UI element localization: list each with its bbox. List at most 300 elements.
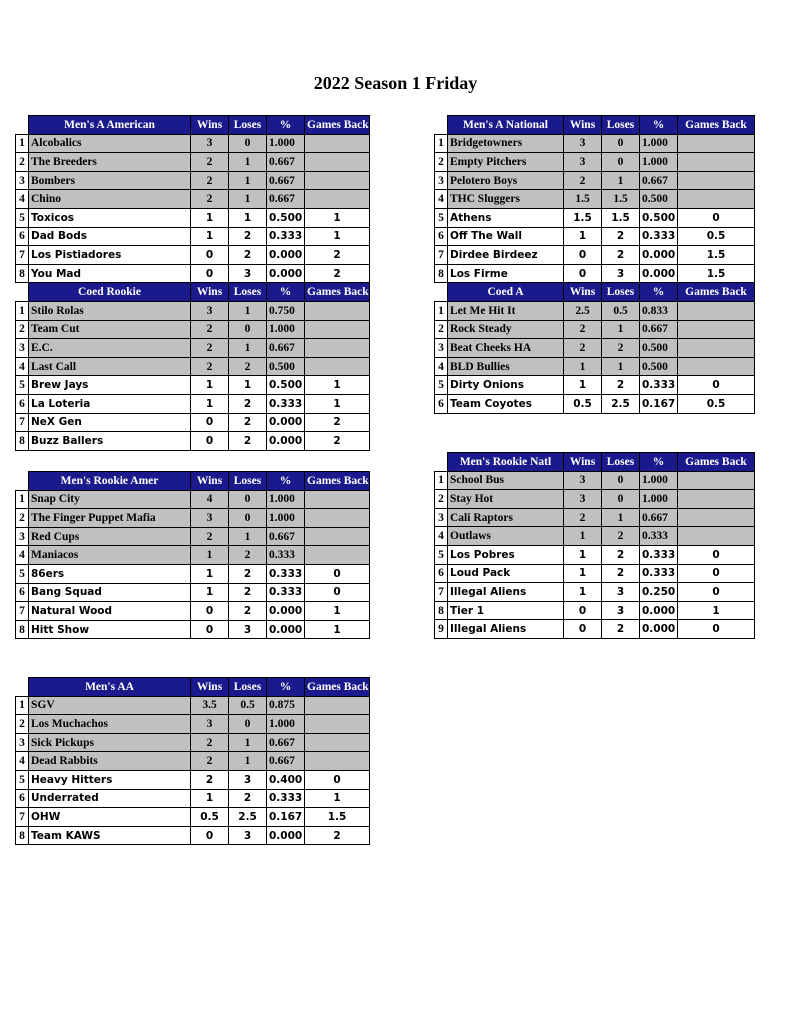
- table-row: [435, 246, 755, 265]
- loses-cell: 2: [602, 227, 640, 246]
- pct-cell: 0.500: [640, 190, 678, 209]
- table-row: [16, 227, 370, 246]
- table-row: [16, 583, 370, 602]
- loses-cell: 1: [229, 301, 267, 320]
- games-back-cell: 2: [305, 413, 370, 432]
- rank-cell: 5: [16, 564, 29, 583]
- wins-cell: 0: [191, 264, 229, 283]
- games-back-cell: [305, 339, 370, 358]
- column-header-pct: %: [267, 472, 305, 491]
- wins-cell: 1: [564, 545, 602, 564]
- table-row: [16, 715, 370, 734]
- table-row: [16, 490, 370, 509]
- table-row: [16, 432, 370, 451]
- games-back-cell: 0: [305, 564, 370, 583]
- loses-cell: 2: [229, 357, 267, 376]
- games-back-cell: 1: [305, 394, 370, 413]
- table-row: [435, 357, 755, 376]
- column-header-pct: %: [640, 283, 678, 302]
- column-header-games-back: Games Back: [305, 116, 370, 135]
- loses-cell: 0: [602, 134, 640, 153]
- table-row: [435, 153, 755, 172]
- games-back-cell: 0: [305, 583, 370, 602]
- pct-cell: 0.667: [267, 153, 305, 172]
- loses-cell: 3: [602, 264, 640, 283]
- rank-cell: 4: [435, 357, 448, 376]
- pct-cell: 0.167: [640, 394, 678, 413]
- pct-cell: 0.667: [267, 190, 305, 209]
- pct-cell: 0.167: [267, 808, 305, 827]
- table-row: [435, 301, 755, 320]
- standings-table-left-top: [15, 115, 370, 451]
- wins-cell: 2: [191, 752, 229, 771]
- wins-cell: 1: [564, 527, 602, 546]
- games-back-cell: 0: [678, 545, 755, 564]
- wins-cell: 1: [564, 357, 602, 376]
- wins-cell: 2: [191, 153, 229, 172]
- games-back-cell: 0: [678, 208, 755, 227]
- loses-cell: 1: [229, 752, 267, 771]
- loses-cell: 2: [602, 545, 640, 564]
- pct-cell: 0.500: [640, 208, 678, 227]
- pct-cell: 1.000: [267, 509, 305, 528]
- table-row: [16, 620, 370, 639]
- pct-cell: 0.667: [640, 508, 678, 527]
- wins-cell: 2: [191, 770, 229, 789]
- wins-cell: 2: [564, 508, 602, 527]
- wins-cell: 2: [564, 339, 602, 358]
- pct-cell: 0.500: [267, 357, 305, 376]
- rank-cell: 4: [435, 190, 448, 209]
- loses-cell: 0: [229, 715, 267, 734]
- pct-cell: 0.667: [640, 171, 678, 190]
- table-row: [435, 171, 755, 190]
- loses-cell: 2: [229, 564, 267, 583]
- team-name: Dirty Onions: [448, 376, 564, 395]
- games-back-cell: 0.5: [678, 394, 755, 413]
- loses-cell: 1: [602, 171, 640, 190]
- rank-cell: 5: [16, 770, 29, 789]
- rank-cell: 2: [16, 153, 29, 172]
- games-back-cell: 0: [678, 583, 755, 602]
- rank-cell: 4: [16, 190, 29, 209]
- loses-cell: 2.5: [229, 808, 267, 827]
- games-back-cell: [305, 171, 370, 190]
- table-row: [16, 564, 370, 583]
- column-header-pct: %: [267, 116, 305, 135]
- header-spacer: [16, 472, 29, 491]
- loses-cell: 0.5: [602, 301, 640, 320]
- column-header-loses: Loses: [602, 453, 640, 472]
- table-body: [435, 116, 755, 414]
- wins-cell: 1: [191, 583, 229, 602]
- loses-cell: 2: [229, 602, 267, 621]
- games-back-cell: 0: [678, 564, 755, 583]
- table-row: [16, 770, 370, 789]
- pct-cell: 0.000: [640, 620, 678, 639]
- games-back-cell: [678, 301, 755, 320]
- team-name: Maniacos: [29, 546, 191, 565]
- team-name: Team KAWS: [29, 826, 191, 845]
- table-body: [16, 472, 370, 639]
- team-name: Let Me Hit It: [448, 301, 564, 320]
- games-back-cell: [305, 527, 370, 546]
- games-back-cell: 1: [305, 620, 370, 639]
- loses-cell: 0: [229, 490, 267, 509]
- pct-cell: 0.500: [267, 208, 305, 227]
- wins-cell: 2: [191, 320, 229, 339]
- pct-cell: 0.667: [267, 752, 305, 771]
- table-row: [435, 601, 755, 620]
- rank-cell: 9: [435, 620, 448, 639]
- pct-cell: 0.000: [267, 432, 305, 451]
- rank-cell: 4: [16, 357, 29, 376]
- pct-cell: 0.833: [640, 301, 678, 320]
- games-back-cell: 0: [678, 376, 755, 395]
- pct-cell: 0.000: [640, 264, 678, 283]
- table-row: [16, 602, 370, 621]
- column-header-loses: Loses: [602, 116, 640, 135]
- wins-cell: 0: [191, 413, 229, 432]
- rank-cell: 3: [435, 339, 448, 358]
- table-row: [435, 620, 755, 639]
- team-name: Illegal Aliens: [448, 583, 564, 602]
- pct-cell: 0.667: [267, 527, 305, 546]
- loses-cell: 3: [602, 583, 640, 602]
- games-back-cell: 2: [305, 264, 370, 283]
- team-name: Dead Rabbits: [29, 752, 191, 771]
- column-header-wins: Wins: [564, 116, 602, 135]
- rank-cell: 7: [16, 413, 29, 432]
- games-back-cell: [678, 471, 755, 490]
- rank-cell: 3: [16, 171, 29, 190]
- table-row: [435, 320, 755, 339]
- column-header-wins: Wins: [564, 283, 602, 302]
- table-row: [435, 339, 755, 358]
- loses-cell: 0: [229, 134, 267, 153]
- division-header-row: [435, 283, 755, 302]
- games-back-cell: 1: [305, 376, 370, 395]
- pct-cell: 0.667: [640, 320, 678, 339]
- table-body: [435, 453, 755, 639]
- division-name: Men's A National: [448, 116, 564, 135]
- table-row: [435, 545, 755, 564]
- table-row: [16, 394, 370, 413]
- games-back-cell: 1.5: [678, 264, 755, 283]
- column-header-games-back: Games Back: [678, 116, 755, 135]
- pct-cell: 1.000: [267, 134, 305, 153]
- rank-cell: 4: [435, 527, 448, 546]
- rank-cell: 7: [435, 246, 448, 265]
- table-row: [435, 208, 755, 227]
- team-name: Heavy Hitters: [29, 770, 191, 789]
- games-back-cell: [678, 153, 755, 172]
- table-row: [435, 471, 755, 490]
- table-row: [16, 527, 370, 546]
- rank-cell: 8: [16, 620, 29, 639]
- table-row: [16, 246, 370, 265]
- wins-cell: 1: [564, 227, 602, 246]
- wins-cell: 0.5: [564, 394, 602, 413]
- loses-cell: 3: [229, 264, 267, 283]
- wins-cell: 1: [564, 564, 602, 583]
- games-back-cell: [305, 357, 370, 376]
- wins-cell: 3: [564, 153, 602, 172]
- loses-cell: 0: [602, 153, 640, 172]
- pct-cell: 0.333: [640, 564, 678, 583]
- rank-cell: 3: [435, 171, 448, 190]
- rank-cell: 6: [435, 394, 448, 413]
- rank-cell: 2: [16, 509, 29, 528]
- rank-cell: 8: [16, 432, 29, 451]
- rank-cell: 7: [16, 246, 29, 265]
- rank-cell: 6: [435, 227, 448, 246]
- games-back-cell: 1.5: [678, 246, 755, 265]
- games-back-cell: [305, 546, 370, 565]
- pct-cell: 0.400: [267, 770, 305, 789]
- team-name: Stay Hot: [448, 490, 564, 509]
- column-header-games-back: Games Back: [305, 472, 370, 491]
- pct-cell: 0.333: [267, 789, 305, 808]
- team-name: Bang Squad: [29, 583, 191, 602]
- rank-cell: 8: [16, 264, 29, 283]
- header-spacer: [435, 283, 448, 302]
- pct-cell: 1.000: [640, 153, 678, 172]
- team-name: Tier 1: [448, 601, 564, 620]
- loses-cell: 2: [602, 339, 640, 358]
- rank-cell: 1: [435, 134, 448, 153]
- team-name: Outlaws: [448, 527, 564, 546]
- header-spacer: [16, 678, 29, 697]
- table-row: [435, 190, 755, 209]
- rank-cell: 8: [435, 264, 448, 283]
- table-row: [16, 808, 370, 827]
- games-back-cell: 2: [305, 432, 370, 451]
- rank-cell: 3: [435, 508, 448, 527]
- pct-cell: 0.000: [267, 246, 305, 265]
- team-name: THC Sluggers: [448, 190, 564, 209]
- pct-cell: 0.333: [267, 546, 305, 565]
- wins-cell: 2: [191, 357, 229, 376]
- pct-cell: 1.000: [267, 715, 305, 734]
- loses-cell: 2: [229, 789, 267, 808]
- games-back-cell: [678, 190, 755, 209]
- loses-cell: 0: [602, 471, 640, 490]
- pct-cell: 0.667: [267, 339, 305, 358]
- rank-cell: 5: [16, 208, 29, 227]
- team-name: Beat Cheeks HA: [448, 339, 564, 358]
- team-name: The Breeders: [29, 153, 191, 172]
- wins-cell: 2: [564, 171, 602, 190]
- division-name: Men's A American: [29, 116, 191, 135]
- team-name: The Finger Puppet Mafia: [29, 509, 191, 528]
- team-name: Bridgetowners: [448, 134, 564, 153]
- team-name: School Bus: [448, 471, 564, 490]
- pct-cell: 0.333: [267, 227, 305, 246]
- team-name: Illegal Aliens: [448, 620, 564, 639]
- rank-cell: 3: [16, 733, 29, 752]
- wins-cell: 3: [564, 490, 602, 509]
- wins-cell: 0: [564, 620, 602, 639]
- team-name: Sick Pickups: [29, 733, 191, 752]
- team-name: Last Call: [29, 357, 191, 376]
- table-row: [16, 752, 370, 771]
- games-back-cell: 2: [305, 246, 370, 265]
- header-spacer: [435, 453, 448, 472]
- loses-cell: 3: [229, 770, 267, 789]
- standings-table-right-middle: [434, 452, 755, 639]
- pct-cell: 0.000: [640, 601, 678, 620]
- loses-cell: 3: [602, 601, 640, 620]
- table-row: [435, 394, 755, 413]
- pct-cell: 0.333: [640, 376, 678, 395]
- pct-cell: 0.000: [640, 246, 678, 265]
- table-row: [16, 826, 370, 845]
- rank-cell: 1: [16, 490, 29, 509]
- loses-cell: 0: [229, 320, 267, 339]
- column-header-wins: Wins: [564, 453, 602, 472]
- loses-cell: 0: [602, 490, 640, 509]
- team-name: You Mad: [29, 264, 191, 283]
- rank-cell: 4: [16, 752, 29, 771]
- rank-cell: 5: [435, 376, 448, 395]
- pct-cell: 0.333: [640, 227, 678, 246]
- rank-cell: 7: [435, 583, 448, 602]
- loses-cell: 1: [229, 171, 267, 190]
- loses-cell: 2: [229, 583, 267, 602]
- team-name: OHW: [29, 808, 191, 827]
- team-name: Snap City: [29, 490, 191, 509]
- table-row: [435, 583, 755, 602]
- games-back-cell: [305, 715, 370, 734]
- division-name: Coed Rookie: [29, 283, 191, 302]
- loses-cell: 2: [602, 246, 640, 265]
- wins-cell: 1.5: [564, 190, 602, 209]
- column-header-pct: %: [640, 453, 678, 472]
- wins-cell: 1: [191, 208, 229, 227]
- team-name: 86ers: [29, 564, 191, 583]
- wins-cell: 0: [564, 264, 602, 283]
- wins-cell: 3: [191, 509, 229, 528]
- games-back-cell: [678, 134, 755, 153]
- table-row: [435, 134, 755, 153]
- rank-cell: 5: [435, 545, 448, 564]
- games-back-cell: [305, 752, 370, 771]
- pct-cell: 0.000: [267, 264, 305, 283]
- team-name: E.C.: [29, 339, 191, 358]
- rank-cell: 1: [435, 471, 448, 490]
- loses-cell: 0: [229, 509, 267, 528]
- team-name: Dad Bods: [29, 227, 191, 246]
- column-header-wins: Wins: [191, 116, 229, 135]
- pct-cell: 0.875: [267, 696, 305, 715]
- team-name: Red Cups: [29, 527, 191, 546]
- wins-cell: 2: [564, 320, 602, 339]
- header-spacer: [16, 116, 29, 135]
- pct-cell: 0.333: [640, 527, 678, 546]
- wins-cell: 0.5: [191, 808, 229, 827]
- column-header-loses: Loses: [229, 283, 267, 302]
- table-row: [16, 264, 370, 283]
- wins-cell: 3: [564, 471, 602, 490]
- games-back-cell: [678, 339, 755, 358]
- rank-cell: 2: [435, 320, 448, 339]
- games-back-cell: 1: [305, 789, 370, 808]
- games-back-cell: 2: [305, 826, 370, 845]
- loses-cell: 0.5: [229, 696, 267, 715]
- division-header-row: [16, 678, 370, 697]
- team-name: Stilo Rolas: [29, 301, 191, 320]
- rank-cell: 1: [16, 696, 29, 715]
- pct-cell: 1.000: [267, 490, 305, 509]
- team-name: SGV: [29, 696, 191, 715]
- wins-cell: 3: [564, 134, 602, 153]
- games-back-cell: [305, 733, 370, 752]
- division-header-row: [435, 116, 755, 135]
- wins-cell: 1: [191, 394, 229, 413]
- wins-cell: 1: [564, 583, 602, 602]
- table-row: [435, 490, 755, 509]
- team-name: BLD Bullies: [448, 357, 564, 376]
- wins-cell: 1: [191, 227, 229, 246]
- table-row: [16, 134, 370, 153]
- table-row: [16, 171, 370, 190]
- table-row: [16, 546, 370, 565]
- games-back-cell: [305, 134, 370, 153]
- loses-cell: 3: [229, 826, 267, 845]
- page-title: 2022 Season 1 Friday: [313, 73, 478, 93]
- pct-cell: 1.000: [640, 471, 678, 490]
- wins-cell: 1: [191, 789, 229, 808]
- table-body: [16, 678, 370, 845]
- games-back-cell: 0.5: [678, 227, 755, 246]
- table-row: [16, 509, 370, 528]
- team-name: Brew Jays: [29, 376, 191, 395]
- table-row: [16, 357, 370, 376]
- team-name: Dirdee Birdeez: [448, 246, 564, 265]
- rank-cell: 3: [16, 339, 29, 358]
- column-header-loses: Loses: [229, 116, 267, 135]
- column-header-pct: %: [267, 678, 305, 697]
- table-row: [435, 376, 755, 395]
- team-name: Rock Steady: [448, 320, 564, 339]
- pct-cell: 1.000: [640, 490, 678, 509]
- games-back-cell: 0: [678, 620, 755, 639]
- column-header-loses: Loses: [229, 472, 267, 491]
- rank-cell: 6: [16, 789, 29, 808]
- table-row: [435, 508, 755, 527]
- games-back-cell: [678, 357, 755, 376]
- loses-cell: 2: [229, 246, 267, 265]
- loses-cell: 1.5: [602, 190, 640, 209]
- pct-cell: 0.000: [267, 413, 305, 432]
- games-back-cell: [305, 509, 370, 528]
- loses-cell: 1: [229, 527, 267, 546]
- table-row: [16, 376, 370, 395]
- games-back-cell: [678, 171, 755, 190]
- column-header-games-back: Games Back: [678, 453, 755, 472]
- team-name: Loud Pack: [448, 564, 564, 583]
- table-row: [435, 564, 755, 583]
- pct-cell: 0.333: [267, 564, 305, 583]
- rank-cell: 5: [435, 208, 448, 227]
- table-row: [16, 696, 370, 715]
- division-name: Men's AA: [29, 678, 191, 697]
- column-header-loses: Loses: [229, 678, 267, 697]
- loses-cell: 2: [602, 376, 640, 395]
- pct-cell: 0.250: [640, 583, 678, 602]
- pct-cell: 0.500: [267, 376, 305, 395]
